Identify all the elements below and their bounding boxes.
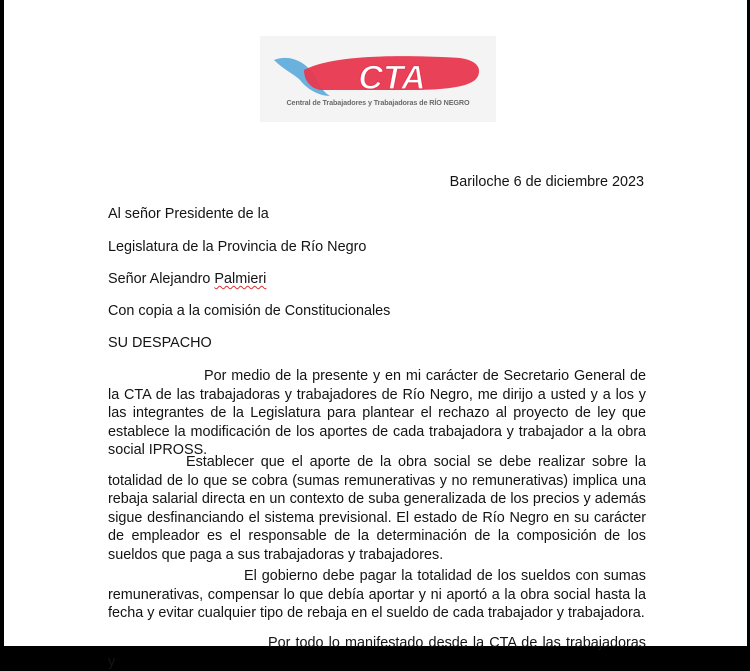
addressee-title: Señor Alejandro — [108, 271, 215, 287]
cta-logo — [260, 36, 496, 122]
addressee-line-2: Legislatura de la Provincia de Río Negro — [108, 239, 367, 255]
cta-logo-letters: CTA — [358, 59, 426, 97]
addressee-line-1: Al señor Presidente de la — [108, 206, 269, 222]
paragraph-3: El gobierno debe pagar la totalidad de los sueldos con sumas remunerativas, compensar lo que debía aportar y ni aportó a la obra social hasta la fecha y evitar cualquier tipo de rebaja en el sueldo de cada trabajador y trabajadora. — [108, 568, 646, 621]
addressee-surname: Palmieri — [214, 271, 267, 287]
cta-logo-graphic — [260, 36, 496, 122]
addressee-line-3 — [108, 271, 266, 287]
addressee-line-5: SU DESPACHO — [108, 335, 212, 351]
paragraph-4: Por todo lo manifestado desde la CTA de las trabajadoras y — [108, 635, 646, 670]
letter-date: Bariloche 6 de diciembre 2023 — [449, 174, 644, 190]
paragraph-2: Establecer que el aporte de la obra social se debe realizar sobre la totalidad de lo que se cobra (sumas remunerativas y no remunerativas) implica una rebaja salarial directa en un contexto de suba generalizada de los precios y además sigue desfinanciando el sistema previsional. El estado de Río Negro en su carácter de empleador es el responsable de la determinación de la composición de los sueldos que paga a sus trabajadoras y trabajadores. — [108, 454, 646, 563]
letter-page — [4, 0, 747, 670]
addressee-line-4: Con copia a la comisión de Constitucionales — [108, 303, 391, 319]
logo-subtitle: Central de Trabajadores y Trabajadoras de RÍO NEGRO — [286, 98, 470, 107]
paragraph-1: Por medio de la presente y en mi carácter de Secretario General de la CTA de las trabajadoras y trabajadores de Río Negro, me dirijo a usted y a los y las integrantes de la Legislatura para plantear el rechazo al proyecto de ley que establece la modificación de los aportes de cada trabajadora y trabajador a la obra social IPROSS. — [108, 368, 646, 458]
